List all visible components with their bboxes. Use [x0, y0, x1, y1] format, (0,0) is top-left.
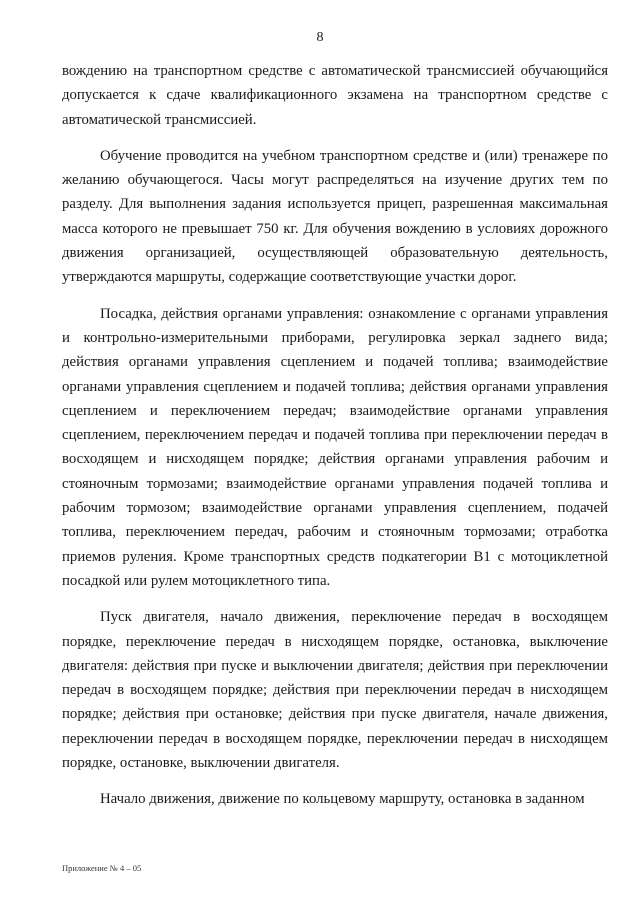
paragraph-2: Обучение проводится на учебном транспортном средстве и (или) тренажере по желанию обучающегося. Часы могут распределяться на изучение других тем по разделу. Для выполнения задания используется прицеп, разрешенная максимальная масса которого не превышает 750 кг. Для обучения вождению в условиях дорожного движения организацией, осуществляющей образовательную деятельность, утверждаются маршруты, содержащие соответствующие участки дорог. — [62, 147, 608, 286]
paragraph-1: вождению на транспортном средстве с автоматической трансмиссией обучающийся допускается к сдаче квалификационного экзамена на транспортном средстве с автоматической трансмиссией. — [62, 63, 608, 128]
page-number: 8 — [316, 30, 324, 45]
paragraph-4: Пуск двигателя, начало движения, переключение передач в восходящем порядке, переключение передач в нисходящем порядке, остановка, выключение двигателя: действия при пуске и выключении двигателя; действия при переключении передач в восходящем порядке; действия при переключении передач в нисходящем порядке; действия при остановке; действия при пуске двигателя, начале движения, переключении передач в восходящем порядке, переключении передач в нисходящем порядке, остановке, выключении двигателя. — [62, 609, 608, 772]
page-footer: Приложение № 4 – 05 — [62, 863, 142, 873]
document-body — [62, 59, 608, 812]
paragraph-5: Начало движения, движение по кольцевому маршруту, остановка в заданном — [100, 791, 585, 808]
paragraph-3: Посадка, действия органами управления: ознакомление с органами управления и контрольно-измерительными приборами, регулировка зеркал заднего вида; действия органами управления сцеплением и подачей топлива; взаимодействие органами управления сцеплением и подачей топлива; действия органами управления сцеплением и переключением передач; взаимодействие органами управления сцеплением, переключением передач и подачей топлива при переключении передач в восходящем и нисходящем порядке; действия органами управления рабочим и стояночным тормозами; взаимодействие органами управления подачей топлива и рабочим тормозом; взаимодействие органами управления сцеплением, подачей топлива, переключением передач, рабочим и стояночным тормозами; отработка приемов руления. Кроме транспортных средств подкатегории В1 с мотоциклетной посадкой или рулем мотоциклетного типа. — [62, 305, 608, 589]
